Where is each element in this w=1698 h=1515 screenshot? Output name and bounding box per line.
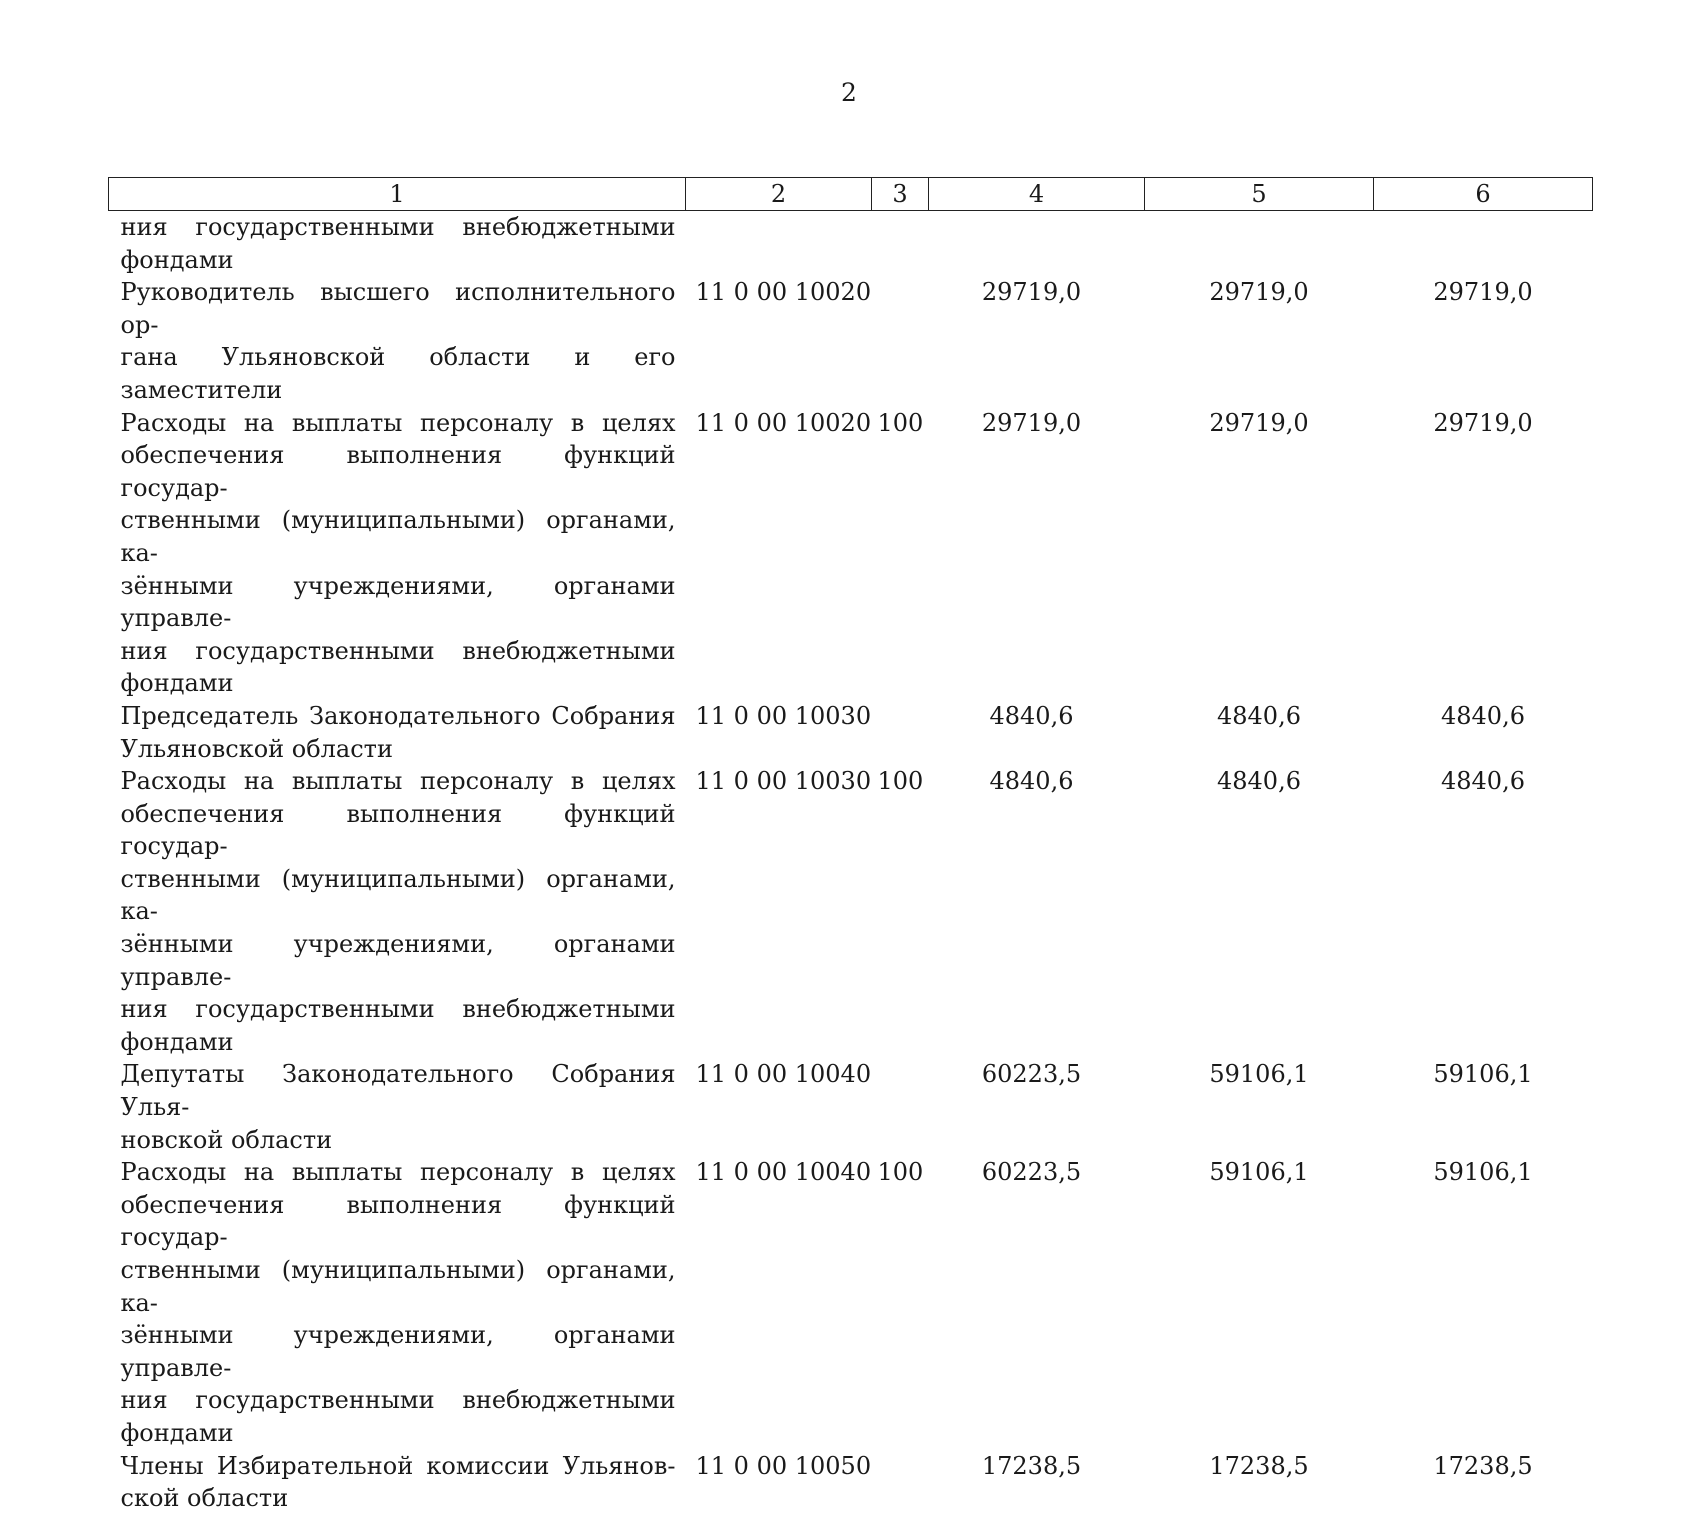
row-value-col-4 bbox=[929, 211, 1145, 277]
row-value-col-4: 4840,6 bbox=[989, 767, 1074, 796]
row-name bbox=[109, 765, 686, 1058]
row-name-line: фондами bbox=[120, 669, 234, 698]
row-value-col-6: 59106,1 bbox=[1433, 1060, 1533, 1089]
table-row bbox=[109, 1450, 1593, 1515]
row-name-line: новской области bbox=[120, 1125, 333, 1154]
row-value-col-5: 4840,6 bbox=[1217, 767, 1301, 796]
header-col-6: 6 bbox=[1374, 178, 1593, 211]
budget-table-container bbox=[108, 177, 1592, 1515]
table-row bbox=[109, 1156, 1593, 1449]
row-value-col-5: 29719,0 bbox=[1209, 408, 1309, 437]
row-expense-type bbox=[872, 211, 929, 277]
row-code bbox=[686, 211, 872, 277]
table-row bbox=[109, 211, 1593, 277]
row-name bbox=[109, 1058, 686, 1156]
row-name bbox=[109, 407, 686, 700]
row-name-line: зёнными учреждениями, органами управле- bbox=[120, 1321, 676, 1382]
row-value-col-5 bbox=[1145, 211, 1374, 277]
row-value-col-5: 59106,1 bbox=[1209, 1158, 1309, 1187]
row-name-line: Руководитель высшего исполнительного ор- bbox=[120, 278, 676, 339]
row-name-line: Расходы на выплаты персоналу в целях bbox=[120, 408, 676, 437]
row-name-line: обеспечения выполнения функций государ- bbox=[120, 799, 676, 861]
header-col-5: 5 bbox=[1145, 178, 1374, 211]
row-code: 11 0 00 10040 bbox=[695, 1060, 872, 1089]
row-name-line: фондами bbox=[120, 245, 234, 274]
row-name-line: зёнными учреждениями, органами управле- bbox=[120, 571, 676, 633]
row-name-line: Ульяновской области bbox=[120, 734, 393, 763]
table-row bbox=[109, 700, 1593, 765]
row-value-col-5: 29719,0 bbox=[1209, 278, 1309, 307]
row-value-col-4: 29719,0 bbox=[981, 278, 1082, 307]
row-value-col-6 bbox=[1374, 211, 1593, 277]
row-name bbox=[109, 1450, 686, 1515]
header-col-2: 2 bbox=[686, 178, 872, 211]
row-expense-type: 100 bbox=[877, 1158, 924, 1187]
header-col-1: 1 bbox=[109, 178, 686, 211]
row-name-line: Председатель Законодательного Собрания bbox=[120, 701, 676, 730]
row-code: 11 0 00 10020 bbox=[695, 408, 872, 437]
row-name-line: обеспечения выполнения функций государ- bbox=[120, 1190, 676, 1252]
row-value-col-5: 4840,6 bbox=[1217, 701, 1301, 730]
page-number: 2 bbox=[841, 78, 857, 107]
row-expense-type bbox=[872, 700, 929, 765]
row-value-col-4: 4840,6 bbox=[989, 701, 1074, 730]
row-value-col-6: 29719,0 bbox=[1433, 408, 1533, 437]
table-body bbox=[109, 211, 1593, 1515]
row-value-col-5: 17238,5 bbox=[1209, 1451, 1309, 1480]
row-name-line: ния государственными внебюджетными bbox=[120, 1386, 676, 1415]
row-code: 11 0 00 10020 bbox=[695, 278, 872, 307]
row-name bbox=[109, 276, 686, 406]
row-value-col-6: 4840,6 bbox=[1441, 701, 1525, 730]
row-name-line: гана Ульяновской области и его заместители bbox=[120, 343, 676, 404]
row-name bbox=[109, 211, 686, 277]
row-code: 11 0 00 10050 bbox=[695, 1451, 872, 1480]
row-value-col-6: 4840,6 bbox=[1441, 767, 1525, 796]
row-expense-type bbox=[872, 1058, 929, 1156]
row-name-line: зёнными учреждениями, органами управле- bbox=[120, 930, 676, 991]
table-header bbox=[109, 178, 1593, 211]
row-name-line: фондами bbox=[120, 1418, 234, 1447]
row-name-line: ской области bbox=[120, 1484, 289, 1513]
row-name-line: ния государственными внебюджетными bbox=[120, 213, 676, 241]
row-name-line: ственными (муниципальными) органами, ка- bbox=[120, 864, 676, 926]
row-value-col-6: 17238,5 bbox=[1433, 1451, 1533, 1480]
row-name bbox=[109, 700, 686, 765]
row-name-line: Члены Избирательной комиссии Ульянов- bbox=[120, 1451, 676, 1480]
header-row bbox=[109, 178, 1593, 211]
row-value-col-4: 29719,0 bbox=[981, 408, 1082, 437]
table-row bbox=[109, 407, 1593, 700]
row-name-line: фондами bbox=[120, 1027, 234, 1056]
header-col-3: 3 bbox=[872, 178, 929, 211]
row-name bbox=[109, 1156, 686, 1449]
row-name-line: ния государственными внебюджетными bbox=[120, 636, 676, 665]
row-code: 11 0 00 10040 bbox=[695, 1158, 872, 1187]
budget-table bbox=[108, 177, 1593, 1515]
row-name-line: ственными (муниципальными) органами, ка- bbox=[120, 506, 676, 567]
row-expense-type: 100 bbox=[877, 767, 924, 796]
row-value-col-6: 59106,1 bbox=[1433, 1158, 1533, 1187]
row-expense-type bbox=[872, 1450, 929, 1515]
row-name-line: обеспечения выполнения функций государ- bbox=[120, 441, 676, 502]
row-name-line: ния государственными внебюджетными bbox=[120, 995, 676, 1024]
table-row bbox=[109, 765, 1593, 1058]
row-name-line: ственными (муниципальными) органами, ка- bbox=[120, 1256, 676, 1317]
row-code: 11 0 00 10030 bbox=[695, 767, 872, 796]
row-expense-type: 100 bbox=[877, 408, 924, 437]
row-code: 11 0 00 10030 bbox=[695, 701, 872, 730]
row-value-col-4: 60223,5 bbox=[981, 1158, 1082, 1187]
table-row bbox=[109, 276, 1593, 406]
row-value-col-4: 60223,5 bbox=[981, 1060, 1082, 1089]
row-name-line: Расходы на выплаты персоналу в целях bbox=[120, 767, 676, 796]
row-value-col-5: 59106,1 bbox=[1209, 1060, 1309, 1089]
row-value-col-6: 29719,0 bbox=[1433, 278, 1533, 307]
row-value-col-4: 17238,5 bbox=[981, 1451, 1082, 1480]
table-row bbox=[109, 1058, 1593, 1156]
row-name-line: Депутаты Законодательного Собрания Улья- bbox=[120, 1060, 676, 1122]
row-expense-type bbox=[872, 276, 929, 406]
header-col-4: 4 bbox=[929, 178, 1145, 211]
row-name-line: Расходы на выплаты персоналу в целях bbox=[120, 1158, 676, 1187]
